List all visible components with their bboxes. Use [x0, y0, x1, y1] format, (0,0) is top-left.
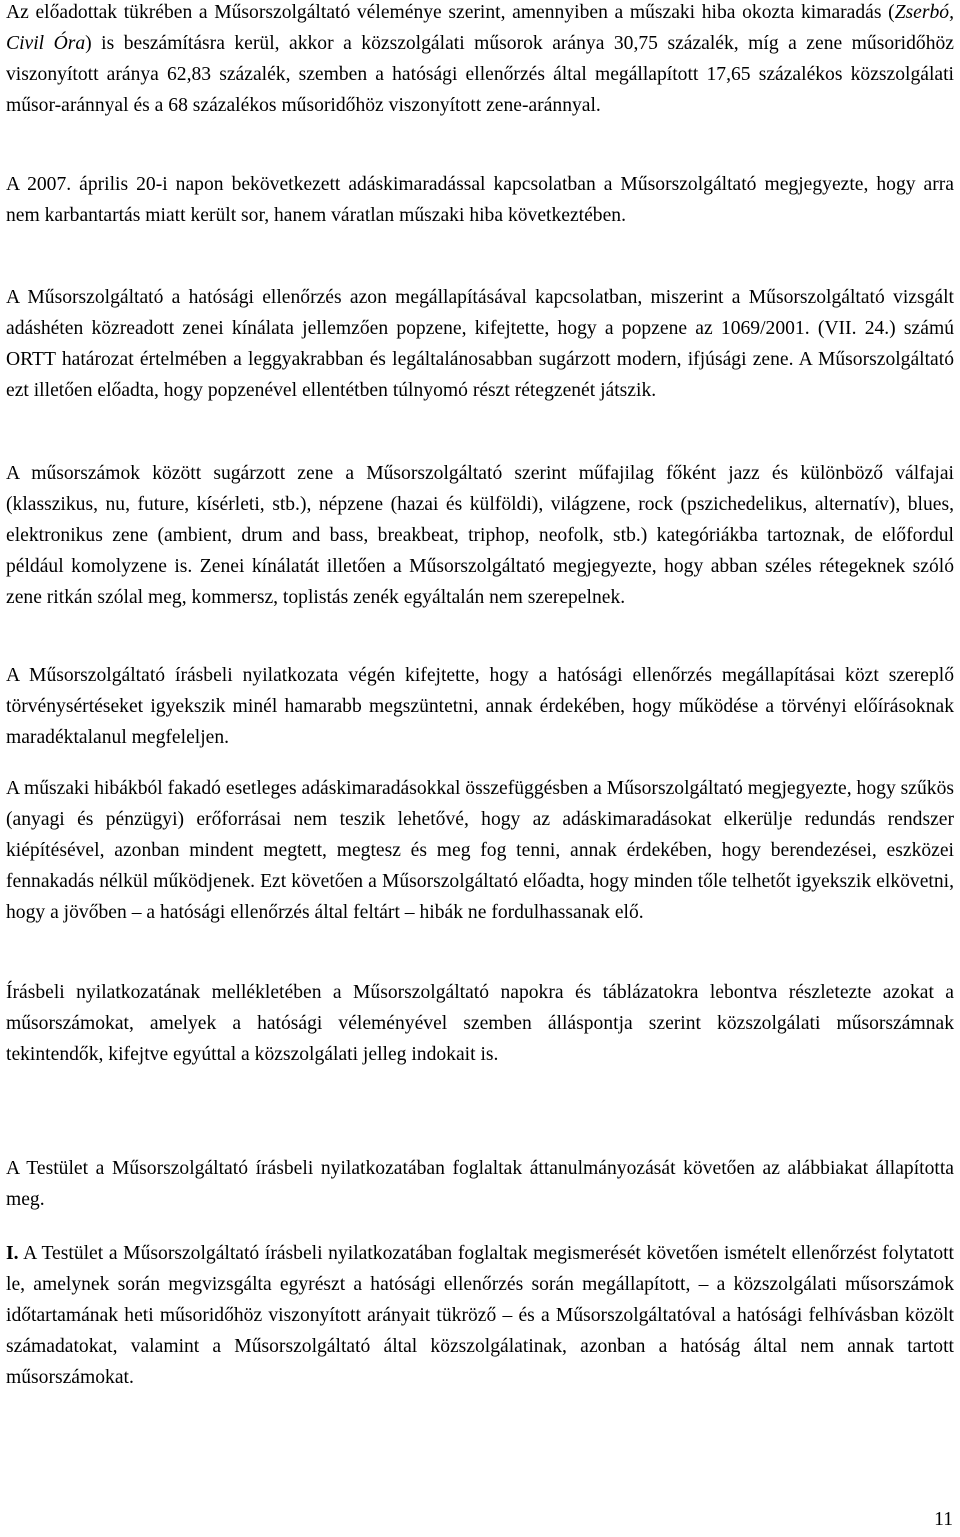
paragraph-1-text-a: Az előadottak tükrében a Műsorszolgáltató véleménye szerint, amennyiben a műszaki hiba okozta kimaradás ( [6, 2, 895, 23]
section-label: I. [6, 1243, 19, 1264]
paragraph-1 [6, 0, 954, 121]
paragraph-9-text: A Testület a Műsorszolgáltató írásbeli nyilatkozatában foglaltak megismerését követően ismételt ellenőrzést folytatott le, amelynek során megvizsgálta egyrészt a hatósági ellenőrzés során megállapított, – a közszolgálati műsorszámok időtartamának heti műsoridőhöz viszonyított arányait tükröző – és a Műsorszolgáltatóval a hatósági felhívásban közölt számadatokat, valamint a Műsorszolgáltató által közszolgálatinak, azonban a hatóság által nem annak tartott műsorszámokat. [6, 1243, 954, 1388]
paragraph-3: A Műsorszolgáltató a hatósági ellenőrzés azon megállapításával kapcsolatban, miszerint a Műsorszolgáltató vizsgált adáshéten közreadott zenei kínálata jellemzően popzene, kifejtette, hogy a popzene az 1069/2001. (VII. 24.) számú ORTT határozat értelmében a leggyakrabban és legáltalánosabban sugárzott modern, ifjúsági zene. A Műsorszolgáltató ezt illetően előadta, hogy popzenével ellentétben túlnyomó részt rétegzenét játszik. [6, 287, 954, 401]
paragraph-1-program-names: Zserbó, Civil Óra [6, 2, 954, 54]
paragraph-6: A műszaki hibákból fakadó esetleges adáskimaradásokkal összefüggésben a Műsorszolgáltató megjegyezte, hogy szűkös (anyagi és pénzügyi) erőforrásai nem teszik lehetővé, hogy az adáskimaradásokat elkerülje redundás rendszer kiépítésével, azonban mindent megtett, megtesz és meg fog tenni, annak érdekében, hogy berendezései, eszközei fennakadás nélkül működjenek. Ezt követően a Műsorszolgáltató előadta, hogy minden tőle telhetőt igyekszik elkövetni, hogy a jövőben – a hatósági ellenőrzés által feltárt – hibák ne fordulhassanak elő. [6, 778, 954, 923]
paragraph-7: Írásbeli nyilatkozatának mellékletében a Műsorszolgáltató napokra és táblázatokra lebontva részletezte azokat a műsorszámokat, amelyek a hatósági véleményével szemben álláspontja szerint közszolgálati műsorszámnak tekintendők, kifejtve egyúttal a közszolgálati jelleg indokait is. [6, 982, 954, 1065]
paragraph-5: A Műsorszolgáltató írásbeli nyilatkozata végén kifejtette, hogy a hatósági ellenőrzés megállapításai közt szereplő törvénysértéseket igyekszik minél hamarabb megszüntetni, annak érdekében, hogy működése a törvényi előírásoknak maradéktalanul megfeleljen. [6, 665, 954, 748]
page-number: 11 [934, 1509, 953, 1530]
paragraph-9 [6, 1238, 954, 1393]
paragraph-2: A 2007. április 20-i napon bekövetkezett adáskimaradással kapcsolatban a Műsorszolgáltató megjegyezte, hogy arra nem karbantartás miatt került sor, hanem váratlan műszaki hiba következtében. [6, 174, 954, 226]
paragraph-1-text-b: ) is beszámításra kerül, akkor a közszolgálati műsorok aránya 30,75 százalék, míg a zene műsoridőhöz viszonyított aránya 62,83 százalék, szemben a hatósági ellenőrzés által megállapított 17,65 százalékos közszolgálati műsor-aránnyal és a 68 százalékos műsoridőhöz viszonyított zene-aránnyal. [6, 33, 954, 116]
paragraph-4: A műsorszámok között sugárzott zene a Műsorszolgáltató szerint műfajilag főként jazz és különböző válfajai (klasszikus, nu, future, kísérleti, stb.), népzene (hazai és külföldi), világzene, rock (pszichedelikus, alternatív), blues, elektronikus zene (ambient, drum and bass, breakbeat, triphop, neofolk, stb.) kategóriákba tartoznak, de előfordul például komolyzene is. Zenei kínálatát illetően a Műsorszolgáltató megjegyezte, hogy abban széles rétegeknek szóló zene ritkán szólal meg, kommersz, toplistás zenék egyáltalán nem szerepelnek. [6, 463, 954, 608]
paragraph-8: A Testület a Műsorszolgáltató írásbeli nyilatkozatában foglaltak áttanulmányozását követően az alábbiakat állapította meg. [6, 1158, 954, 1210]
